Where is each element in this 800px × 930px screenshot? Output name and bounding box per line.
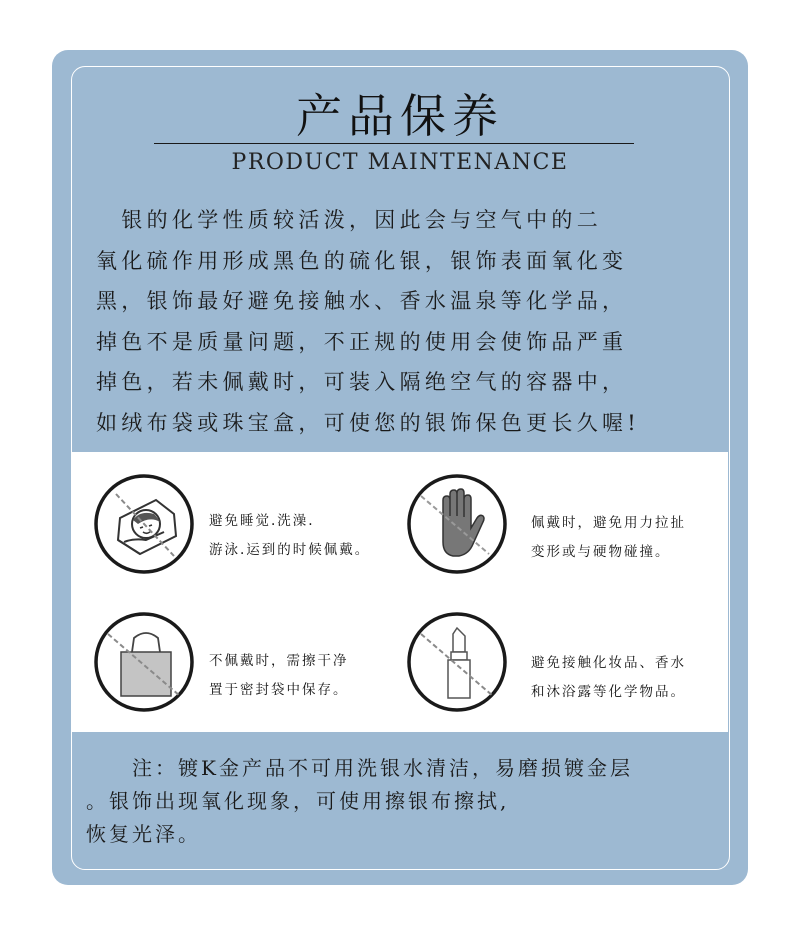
gold-plating-note — [86, 752, 726, 851]
description-line: 掉色，若未佩戴时，可装入隔绝空气的容器中， — [96, 370, 628, 394]
tip-sleep-caption: 避免睡觉.洗澡. 游泳.运到的时候佩戴。 — [209, 513, 371, 558]
lipstick-icon — [407, 612, 507, 712]
sleeping-person-icon — [94, 474, 194, 574]
note-line: 。银饰出现氧化现象，可使用擦银布擦拭, — [86, 789, 510, 813]
description-line: 氧化硫作用形成黑色的硫化银，银饰表面氧化变 — [96, 248, 628, 273]
description-line: 黑，银饰最好避免接触水、香水温泉等化学品， — [96, 289, 628, 313]
tip-hand-caption: 佩戴时，避免用力拉扯 变形或与硬物碰撞。 — [531, 515, 686, 560]
description-line: 银的化学性质较活泼，因此会与空气中的二 — [96, 208, 602, 232]
tip-cosmetics-caption: 避免接触化妆品、香水 和沐浴露等化学物品。 — [531, 655, 686, 700]
title-divider — [154, 143, 634, 144]
page-subtitle: PRODUCT MAINTENANCE — [231, 150, 569, 175]
care-description — [96, 200, 706, 443]
shopping-bag-icon — [94, 612, 194, 712]
description-line: 掉色不是质量问题，不正规的使用会使饰品严重 — [96, 329, 628, 354]
note-line: 注：镀K金产品不可用洗银水清洁，易磨损镀金层 — [86, 756, 633, 780]
hand-icon — [407, 474, 507, 574]
tip-bag-caption: 不佩戴时，需擦干净 置于密封袋中保存。 — [209, 653, 349, 698]
tips-panel — [72, 452, 728, 732]
description-line: 如绒布袋或珠宝盒，可使您的银饰保色更长久喔! — [96, 410, 641, 435]
note-line: 恢复光泽。 — [86, 822, 201, 846]
page-title: 产品保养 — [296, 89, 504, 143]
